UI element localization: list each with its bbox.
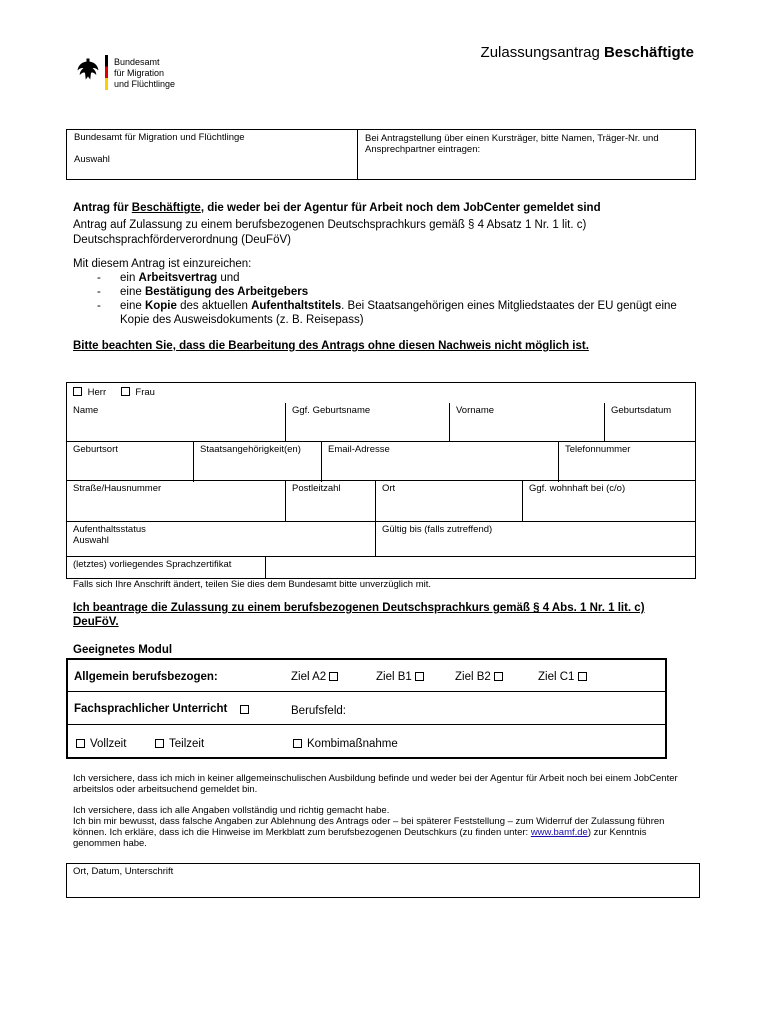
heading-part: , die weder bei der Agentur für Arbeit noch dem JobCenter gemeldet sind (200, 202, 601, 214)
format-row (68, 724, 665, 758)
office-box (66, 129, 696, 180)
geburtsname-label: Ggf. Geburtsname (292, 405, 371, 416)
herr-checkbox[interactable] (73, 387, 82, 396)
logo-text (114, 57, 175, 90)
name-field[interactable] (67, 403, 285, 441)
intro-section (73, 201, 703, 353)
req-text: ein (120, 272, 139, 284)
module-table (66, 658, 667, 759)
geburtsname-field[interactable] (285, 403, 449, 441)
co-field[interactable] (522, 480, 695, 521)
teilzeit-label: Teilzeit (169, 738, 205, 750)
level-label: Ziel A2 (291, 671, 327, 683)
requirement-item (97, 299, 687, 327)
notice-text: Bitte beachten Sie, dass die Bearbeitung des Antrags ohne diesen Nachweis nicht möglich ist. (73, 340, 589, 352)
allgemein-label: Allgemein berufsbezogen: (74, 671, 218, 683)
intro-heading (73, 201, 703, 215)
declaration-p2: Ich versichere, dass ich alle Angaben vollständig und richtig gemacht habe. (73, 805, 390, 816)
geburtsdatum-label: Geburtsdatum (611, 405, 672, 416)
course-provider-label: Bei Antragstellung über einen Kursträger, bitte Namen, Träger-Nr. und Ansprechpartner eintragen: (365, 133, 659, 155)
module-request: Ich beantrage die Zulassung zu einem berufsbezogenen Deutschsprachkurs gemäß § 4 Abs. 1 Nr. 1 lit. c) DeuFöV. (73, 602, 645, 628)
telefon-field[interactable] (558, 441, 695, 482)
bamf-link[interactable]: www.bamf.de (530, 827, 588, 838)
logo-line: für Migration (114, 68, 165, 78)
level-label: Ziel C1 (538, 671, 575, 683)
ort-label: Ort (382, 483, 396, 494)
course-provider-cell[interactable] (357, 130, 695, 179)
email-label: Email-Adresse (328, 444, 390, 455)
allgemein-row (68, 660, 665, 691)
title-prefix: Zulassungsantrag (480, 44, 600, 61)
declaration-p3-text: ) zur Kenntnis genommen habe. (73, 827, 647, 849)
req-text: und (217, 272, 240, 284)
kombi-label: Kombimaßnahme (307, 738, 398, 750)
level-a2 (291, 670, 338, 684)
heading-underlined: Beschäftigte (131, 202, 201, 214)
title-bold: Beschäftigte (603, 44, 694, 61)
staatsangehoerigkeit-field[interactable] (193, 441, 321, 482)
req-bold: Kopie (144, 300, 177, 312)
level-label: Ziel B2 (455, 671, 491, 683)
vorname-label: Vorname (456, 405, 495, 416)
heading-part: Antrag für (73, 202, 132, 214)
requirement-item (97, 285, 687, 299)
strasse-label: Straße/Hausnummer (73, 483, 162, 494)
gueltig-label: Gültig bis (falls zutreffend) (382, 524, 493, 535)
req-text: des aktuellen (176, 300, 252, 312)
geburtsort-label: Geburtsort (73, 444, 118, 455)
kombi-checkbox[interactable] (293, 739, 302, 748)
status-select[interactable]: Auswahl (73, 535, 109, 546)
signature-label: Ort, Datum, Unterschrift (73, 866, 174, 877)
gueltig-field[interactable] (375, 521, 695, 556)
req-text: . Bei Staatsangehörigen eines Mitgliedstaates der EU genügt eine Kopie des Ausweisdokuments (z. B. Reisepass) (120, 300, 677, 326)
name-label: Name (73, 405, 99, 416)
herr-label: Herr (87, 387, 107, 398)
document-title (481, 44, 694, 61)
geburtsdatum-field[interactable] (604, 403, 695, 441)
module-heading: Geeignetes Modul (73, 644, 173, 656)
fach-label: Fachsprachlicher Unterricht (74, 703, 228, 715)
berufsfeld-label: Berufsfeld: (291, 705, 346, 717)
federal-eagle-logo (76, 57, 100, 87)
salutation-row (67, 383, 695, 403)
logo-line: und Flüchtlinge (114, 79, 176, 89)
teilzeit-checkbox[interactable] (155, 739, 164, 748)
vollzeit-label: Vollzeit (90, 738, 127, 750)
personal-data-table (66, 382, 696, 579)
b1-checkbox[interactable] (415, 672, 424, 681)
address-hint: Falls sich Ihre Anschrift ändert, teilen Sie dies dem Bundesamt bitte unverzüglich mit. (73, 579, 432, 590)
status-label: Aufenthaltsstatus (73, 524, 146, 535)
office-select[interactable]: Auswahl (74, 154, 110, 165)
req-text: eine (120, 286, 145, 298)
sprachzertifikat-value[interactable] (265, 556, 695, 578)
requirements-intro: Mit diesem Antrag ist einzureichen: (73, 258, 252, 270)
frau-label: Frau (135, 387, 155, 398)
ort-field[interactable] (375, 480, 522, 521)
vorname-field[interactable] (449, 403, 604, 441)
level-c1 (538, 670, 587, 684)
vollzeit-checkbox[interactable] (76, 739, 85, 748)
co-label: Ggf. wohnhaft bei (c/o) (529, 483, 626, 494)
req-bold: Arbeitsvertrag (138, 272, 218, 284)
req-text: eine (120, 300, 145, 312)
level-b1 (376, 670, 424, 684)
zertifikat-label: (letztes) vorliegendes Sprachzertifikat (73, 559, 232, 570)
a2-checkbox[interactable] (329, 672, 338, 681)
req-bold: Bestätigung des Arbeitgebers (144, 286, 309, 298)
intro-line: Deutschsprachförderverordnung (DeuFöV) (73, 234, 291, 246)
fach-checkbox[interactable] (240, 705, 249, 714)
email-field[interactable] (321, 441, 558, 482)
frau-checkbox[interactable] (121, 387, 130, 396)
declaration-p3-text: Ich bin mir bewusst, dass falsche Angaben zur Ablehnung des Antrags oder – bei späterer Feststellung – zum Widerruf der Zulassung führen können. Ich erkläre, dass ich die Hinweise im Merkblatt zum berufsbezogenen Deutschkurs (zu finden unter: (73, 816, 665, 838)
c1-checkbox[interactable] (578, 672, 587, 681)
requirement-item (97, 271, 687, 285)
fach-row (68, 691, 665, 725)
office-cell[interactable] (67, 130, 357, 179)
signature-box[interactable] (66, 863, 700, 898)
geburtsort-field[interactable] (67, 441, 193, 482)
declaration-p3 (73, 816, 696, 849)
sprachzertifikat-field[interactable] (67, 556, 265, 578)
plz-label: Postleitzahl (292, 483, 341, 494)
intro-line: Antrag auf Zulassung zu einem berufsbezogenen Deutschsprachkurs gemäß § 4 Absatz 1 Nr. 1 lit. c) (73, 219, 587, 231)
req-bold: Aufenthaltstitels (251, 300, 342, 312)
b2-checkbox[interactable] (494, 672, 503, 681)
level-label: Ziel B1 (376, 671, 412, 683)
office-name: Bundesamt für Migration und Flüchtlinge (74, 132, 245, 143)
aufenthaltsstatus-field[interactable] (67, 521, 375, 556)
logo-color-bar (105, 55, 108, 90)
logo-line: Bundesamt (114, 57, 160, 67)
declaration-p1: Ich versichere, dass ich mich in keiner allgemeinschulischen Ausbildung befinde und weder bei der Agentur für Arbeit noch bei einem JobCenter arbeitslos oder arbeitsuchend gemeldet bin. (73, 773, 678, 795)
telefon-label: Telefonnummer (565, 444, 631, 455)
level-b2 (455, 670, 503, 684)
declaration-section (73, 773, 696, 849)
strasse-field[interactable] (67, 480, 285, 521)
plz-field[interactable] (285, 480, 375, 521)
requirements-list (97, 271, 687, 327)
staat-label: Staatsangehörigkeit(en) (200, 444, 301, 455)
